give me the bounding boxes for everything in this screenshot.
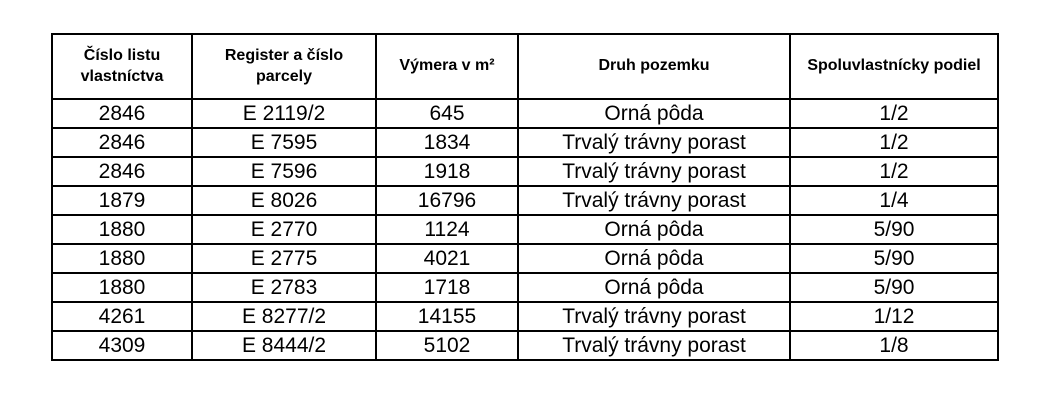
cell-register-parcel-number: E 2783 — [192, 273, 376, 302]
cell-coownership-share: 1/2 — [790, 128, 998, 157]
cell-area-m2: 1834 — [376, 128, 518, 157]
cell-land-type: Trvalý trávny porast — [518, 331, 790, 360]
cell-register-parcel-number: E 2119/2 — [192, 99, 376, 128]
cell-coownership-share: 1/8 — [790, 331, 998, 360]
cell-coownership-share: 5/90 — [790, 215, 998, 244]
table-row — [52, 186, 998, 215]
col-header-area-m2: Výmera v m² — [376, 34, 518, 99]
cell-ownership-sheet-number: 2846 — [52, 157, 192, 186]
cell-ownership-sheet-number: 2846 — [52, 128, 192, 157]
cell-area-m2: 1718 — [376, 273, 518, 302]
cell-ownership-sheet-number: 4261 — [52, 302, 192, 331]
cell-land-type: Orná pôda — [518, 273, 790, 302]
cell-area-m2: 4021 — [376, 244, 518, 273]
cell-ownership-sheet-number: 1880 — [52, 273, 192, 302]
cell-register-parcel-number: E 8444/2 — [192, 331, 376, 360]
cell-area-m2: 1124 — [376, 215, 518, 244]
cell-register-parcel-number: E 2770 — [192, 215, 376, 244]
table-row — [52, 157, 998, 186]
cell-land-type: Trvalý trávny porast — [518, 186, 790, 215]
cell-area-m2: 5102 — [376, 331, 518, 360]
table-row — [52, 128, 998, 157]
table-row — [52, 99, 998, 128]
cell-ownership-sheet-number: 2846 — [52, 99, 192, 128]
table-row — [52, 273, 998, 302]
cell-area-m2: 1918 — [376, 157, 518, 186]
cell-ownership-sheet-number: 1879 — [52, 186, 192, 215]
cell-register-parcel-number: E 8277/2 — [192, 302, 376, 331]
cell-land-type: Orná pôda — [518, 244, 790, 273]
table-row — [52, 302, 998, 331]
cell-coownership-share: 1/4 — [790, 186, 998, 215]
table-body — [52, 99, 998, 360]
cell-coownership-share: 1/2 — [790, 157, 998, 186]
cell-land-type: Trvalý trávny porast — [518, 128, 790, 157]
cell-register-parcel-number: E 7595 — [192, 128, 376, 157]
table-header — [52, 34, 998, 99]
cell-register-parcel-number: E 2775 — [192, 244, 376, 273]
col-header-coownership-share: Spoluvlastnícky podiel — [790, 34, 998, 99]
table-row — [52, 215, 998, 244]
cell-coownership-share: 5/90 — [790, 244, 998, 273]
cell-land-type: Orná pôda — [518, 215, 790, 244]
header-row — [52, 34, 998, 99]
cell-coownership-share: 5/90 — [790, 273, 998, 302]
cell-area-m2: 16796 — [376, 186, 518, 215]
cell-register-parcel-number: E 7596 — [192, 157, 376, 186]
table-row — [52, 244, 998, 273]
cell-coownership-share: 1/2 — [790, 99, 998, 128]
cell-ownership-sheet-number: 4309 — [52, 331, 192, 360]
table-row — [52, 331, 998, 360]
cell-ownership-sheet-number: 1880 — [52, 215, 192, 244]
cell-register-parcel-number: E 8026 — [192, 186, 376, 215]
cell-coownership-share: 1/12 — [790, 302, 998, 331]
col-header-ownership-sheet-number: Číslo listu vlastníctva — [52, 34, 192, 99]
cell-land-type: Trvalý trávny porast — [518, 302, 790, 331]
cell-land-type: Orná pôda — [518, 99, 790, 128]
cell-ownership-sheet-number: 1880 — [52, 244, 192, 273]
cell-area-m2: 645 — [376, 99, 518, 128]
land-parcels-table — [51, 33, 999, 361]
col-header-land-type: Druh pozemku — [518, 34, 790, 99]
cell-land-type: Trvalý trávny porast — [518, 157, 790, 186]
col-header-register-parcel-number: Register a číslo parcely — [192, 34, 376, 99]
cell-area-m2: 14155 — [376, 302, 518, 331]
